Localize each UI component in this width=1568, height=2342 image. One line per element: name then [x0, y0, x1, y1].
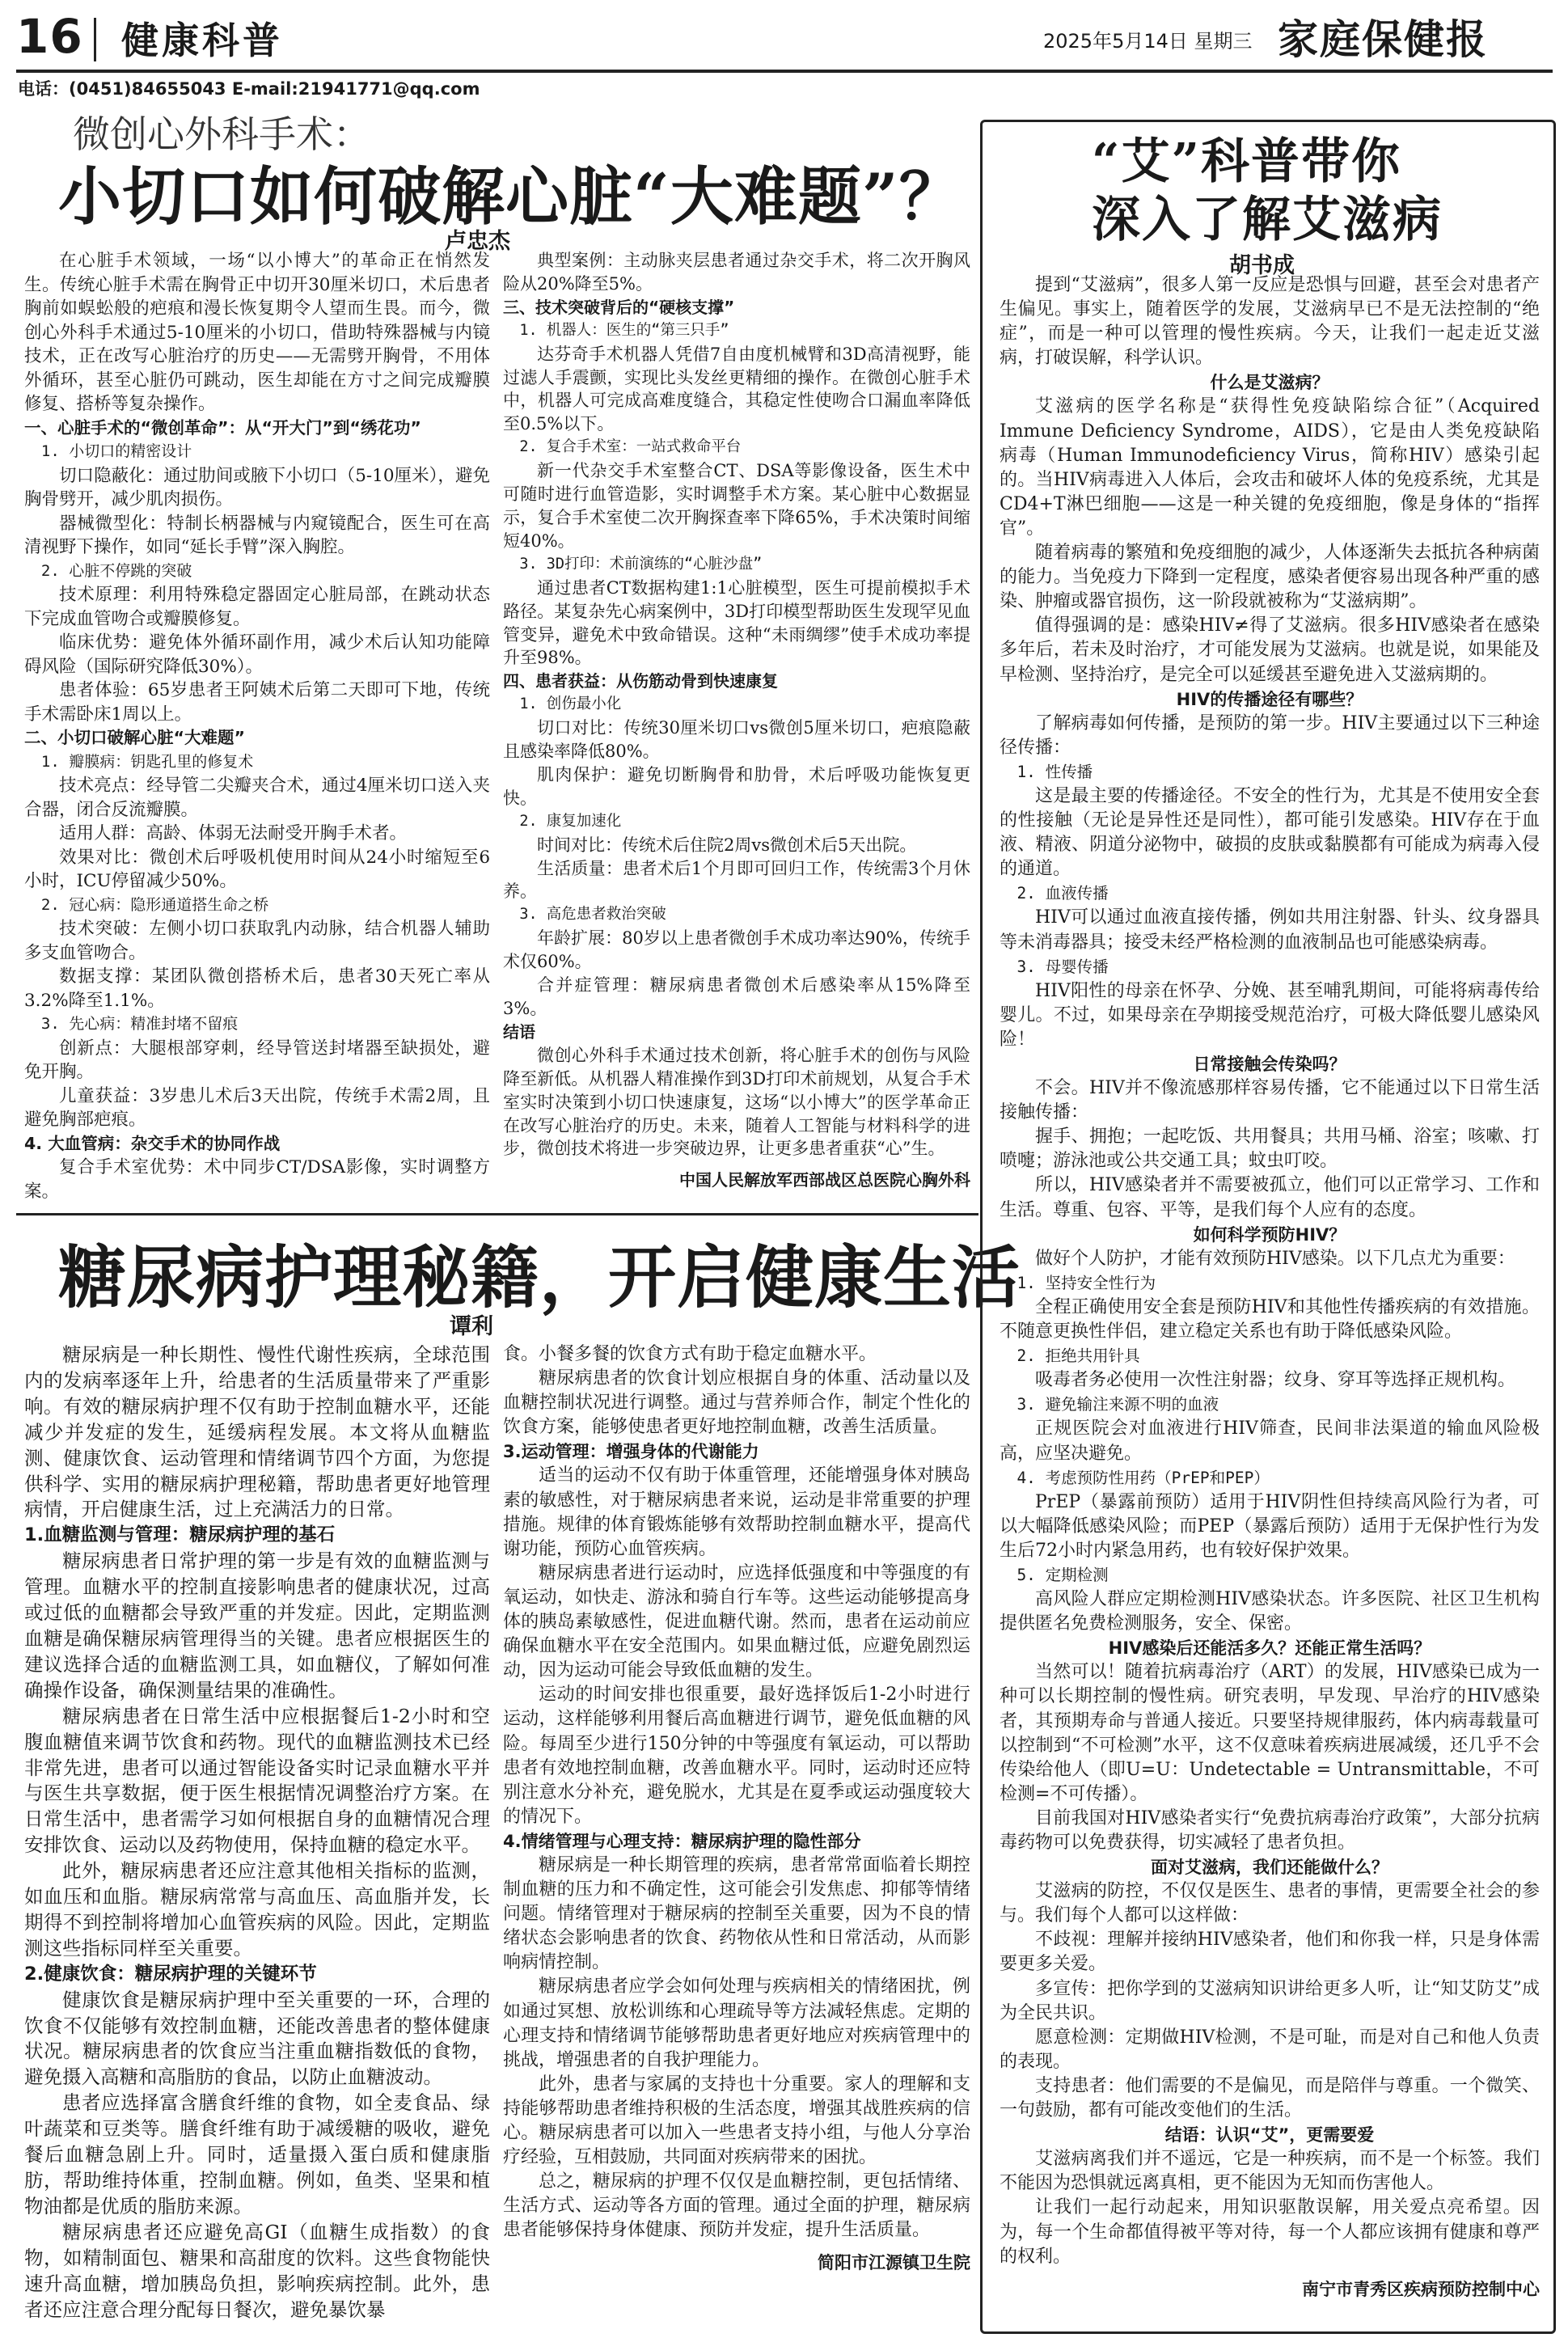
issue-date: 2025年5月14日 星期三 [1043, 30, 1253, 53]
paragraph: 典型案例：主动脉夹层患者通过杂交手术，将二次开胸风险从20%降至5%。 [503, 251, 970, 294]
affiliation: 简阳市江源镇卫生院 [818, 2253, 970, 2273]
article3-body [1000, 273, 1540, 2327]
paragraph: 在心脏手术领域，一场“以小博大”的革命正在悄然发生。传统心脏手术需在胸骨正中切开30厘米切口，术后患者胸前如蜈蚣般的疤痕和漫长恢复期令人望而生畏。而今，微创心外科手术通过5-10厘米的小切口，借助特殊器械与内镜技术，正在改写心脏治疗的历史——无需劈开胸骨，不用体外循环，甚至心脏仍可跳动，医生却能在方寸之间完成瓣膜修复、搭桥等复杂操作。 [24, 251, 490, 414]
paragraph: 糖尿病是一种长期管理的疾病，患者常常面临着长期控制血糖的压力和不确定性，这可能会引发焦虑、抑郁等情绪问题。情绪管理对于糖尿病的控制至关重要，因为不良的情绪状态会影响患者的饮食、药物依从性和日常活动，从而影响病情控制。 [503, 1854, 970, 1973]
paragraph: 目前我国对HIV感染者实行“免费抗病毒治疗政策”，大部分抗病毒药物可以免费获得，切实减轻了患者负担。 [1000, 1807, 1540, 1853]
paragraph: 合并症管理：糖尿病患者微创术后感染率从15%降至3%。 [503, 975, 970, 1018]
paragraph: 年龄扩展：80岁以上患者微创手术成功率达90%，传统手术仅60%。 [503, 928, 970, 972]
paragraph: 糖尿病患者应学会如何处理与疾病相关的情绪困扰，例如通过冥想、放松训练和心理疏导等方法减轻焦虑。定期的心理支持和情绪调节能够帮助患者更好地应对疾病管理中的挑战，增强患者的自我护理能力。 [503, 1976, 970, 2070]
article2-author: 谭利 [450, 1314, 493, 1339]
subheading: 1. 创伤最小化 [519, 695, 622, 713]
subheading: 1. 机器人：医生的“第三只手” [519, 321, 729, 339]
paragraph: 创新点：大腿根部穿刺，经导管送封堵器至缺损处，避免开胸。 [24, 1038, 490, 1082]
article1-kicker: 微创心外科手术： [73, 112, 370, 156]
article2-column-1 [24, 1342, 490, 2334]
paragraph: 切口对比：传统30厘米切口vs微创5厘米切口，疤痕隐蔽且感染率降低80%。 [503, 718, 970, 762]
paragraph: 艾滋病离我们并不遥远，它是一种疾病，而不是一个标签。我们不能因为恐惧就远离真相，更不能因为无知而伤害他人。 [1000, 2149, 1540, 2194]
centered-heading: 日常接触会传染吗？ [1193, 1055, 1346, 1074]
section-heading: 一、心脏手术的“微创革命”：从“开大门”到“绣花功” [24, 417, 421, 438]
paragraph: 数据支撑：某团队微创搭桥术后，患者30天死亡率从3.2%降至1.1%。 [24, 966, 490, 1011]
section-heading: 三、技术突破背后的“硬核支撑” [503, 297, 735, 317]
paragraph: 艾滋病的医学名称是“获得性免疫缺陷综合征”（Acquired Immune Deficiency Syndrome，AIDS），它是由人类免疫缺陷病毒（Human Immunodeficiency Virus，简称HIV）感染引起的。当HIV病毒进入人体后，会攻击和破坏人体的免疫系统，尤其是CD4+T淋巴细胞——这是一种关键的免疫细胞，像是身体的“指挥官”。 [1000, 396, 1540, 539]
subheading: 2. 康复加速化 [519, 812, 622, 830]
subheading: 2. 血液传播 [1016, 884, 1109, 903]
section-heading: 3.运动管理：增强身体的代谢能力 [503, 1442, 759, 1462]
paragraph: 全程正确使用安全套是预防HIV和其他性传播疾病的有效措施。不随意更换性伴侣，建立稳定关系也有助于降低感染风险。 [1000, 1296, 1540, 1342]
article1-column-1 [24, 249, 490, 1203]
paragraph: 不歧视：理解并接纳HIV感染者，他们和你我一样，只是身体需要更多关爱。 [1000, 1930, 1540, 1975]
masthead-rule [16, 70, 1553, 73]
masthead-divider [94, 18, 96, 61]
paragraph: 愿意检测：定期做HIV检测，不是可耻，而是对自己和他人负责的表现。 [1000, 2027, 1540, 2072]
paragraph: 糖尿病患者进行运动时，应选择低强度和中等强度的有氧运动，如快走、游泳和骑自行车等。这些运动能够提高身体的胰岛素敏感性，促进血糖代谢。然而，患者在运动前应确保血糖水平在安全范围内。如果血糖过低，应避免剧烈运动，因为运动可能会导致低血糖的发生。 [503, 1562, 970, 1681]
paragraph: 患者体验：65岁患者王阿姨术后第二天即可下地，传统手术需卧床1周以上。 [24, 680, 490, 725]
subheading: 3. 避免输注来源不明的血液 [1016, 1395, 1219, 1414]
subheading: 1. 小切口的精密设计 [40, 442, 192, 460]
paragraph: 适用人群：高龄、体弱无法耐受开胸手术者。 [59, 823, 408, 843]
paragraph: HIV可以通过血液直接传播，例如共用注射器、针头、纹身器具等未消毒器具；接受未经严格检测的血液制品也可能感染病毒。 [1000, 907, 1540, 953]
paragraph: 当然可以！随着抗病毒治疗（ART）的发展，HIV感染已成为一种可以长期控制的慢性病。研究表明，早发现、早治疗的HIV感染者，其预期寿命与普通人接近。只要坚持规律服药，体内病毒载量可以控制到“不可检测”水平，这不仅意味着疾病进展减缓，还几乎不会传染给他人（即U=U：Undetectable = Untransmittable，不可检测=不可传播）。 [1000, 1662, 1540, 1804]
paragraph: 高风险人群应定期检测HIV感染状态。许多医院、社区卫生机构提供匿名免费检测服务，安全、保密。 [1000, 1589, 1540, 1634]
page-number: 16 [16, 9, 83, 64]
paragraph: 患者应选择富含膳食纤维的食物，如全麦食品、绿叶蔬菜和豆类等。膳食纤维有助于减缓糖的吸收，避免餐后血糖急剧上升。同时，适量摄入蛋白质和健康脂肪，帮助维持体重，控制血糖。例如，鱼类、坚果和植物油都是优质的脂肪来源。 [24, 2091, 490, 2217]
paragraph: 糖尿病患者在日常生活中应根据餐后1-2小时和空腹血糖值来调节饮食和药物。现代的血糖监测技术已经非常先进，患者可以通过智能设备实时记录血糖水平并与医生共享数据，便于医生根据情况调整治疗方案。在日常生活中，患者需学习如何根据自身的血糖情况合理安排饮食、运动以及药物使用，保持血糖的稳定水平。 [24, 1704, 490, 1857]
subheading: 2. 复合手术室：一站式救命平台 [519, 438, 742, 456]
paragraph: 糖尿病患者还应避免高GI（血糖生成指数）的食物，如精制面包、糖果和高甜度的饮料。这些食物能快速升高血糖，增加胰岛负担，影响疾病控制。此外，患者还应注意合理分配每日餐次，避免暴饮暴 [24, 2220, 490, 2321]
paragraph: 握手、拥抱；一起吃饭、共用餐具；共用马桶、浴室；咳嗽、打喷嚏；游泳池或公共交通工具；蚊虫叮咬。 [1000, 1127, 1540, 1172]
paragraph: 不会。HIV并不像流感那样容易传播，它不能通过以下日常生活接触传播： [1000, 1078, 1540, 1123]
subheading: 1. 性传播 [1016, 762, 1093, 781]
affiliation: 中国人民解放军西部战区总医院心胸外科 [679, 1170, 970, 1190]
paragraph: 随着病毒的繁殖和免疫细胞的减少，人体逐渐失去抵抗各种病菌的能力。当免疫力下降到一定程度，感染者便容易出现各种严重的感染、肿瘤或器官损伤，这一阶段就被称为“艾滋病期”。 [1000, 543, 1540, 612]
paragraph: 新一代杂交手术室整合CT、DSA等影像设备，医生术中可随时进行血管造影，实时调整手术方案。某心脏中心数据显示，复合手术室使二次开胸探查率下降65%，手术决策时间缩短40%。 [503, 461, 970, 551]
paragraph: 生活质量：患者术后1个月即可回归工作，传统需3个月休养。 [503, 858, 970, 902]
subheading: 3. 先心病：精准封堵不留痕 [40, 1015, 239, 1033]
subheading: 3. 3D打印：术前演练的“心脏沙盘” [519, 555, 763, 573]
paragraph: 支持患者：他们需要的不是偏见，而是陪伴与尊重。一个微笑、一句鼓励，都有可能改变他们的生活。 [1000, 2075, 1540, 2121]
paragraph: 艾滋病的防控，不仅仅是医生、患者的事情，更需要全社会的参与。我们每个人都可以这样做： [1000, 1881, 1540, 1926]
paragraph: 微创心外科手术通过技术创新，将心脏手术的创伤与风险降至新低。从机器人精准操作到3D打印术前规划，从复合手术室实时决策到小切口快速康复，这场“以小博大”的医学革命正在改写心脏治疗的历史。未来，随着人工智能与材料科学的进步，微创技术将进一步突破边界，让更多患者重获“心”生。 [503, 1045, 970, 1159]
centered-heading: 面对艾滋病，我们还能做什么？ [1151, 1858, 1388, 1878]
subheading: 1. 瓣膜病：钥匙孔里的修复术 [40, 752, 254, 771]
paragraph: 儿童获益：3岁患儿术后3天出院，传统手术需2周，且避免胸部疤痕。 [24, 1085, 490, 1130]
subheading: 5. 定期检测 [1016, 1565, 1109, 1584]
paragraph: 技术亮点：经导管二尖瓣夹合术，通过4厘米切口送入夹合器，闭合反流瓣膜。 [24, 776, 490, 820]
paragraph: 吸毒者务必使用一次性注射器；纹身、穿耳等选择正规机构。 [1035, 1370, 1516, 1391]
article1-bottom-rule [16, 1213, 978, 1215]
section-heading: 1.血糖监测与管理：糖尿病护理的基石 [24, 1524, 336, 1546]
paragraph: 正规医院会对血液进行HIV筛查，民间非法渠道的输血风险极高，应坚决避免。 [1000, 1418, 1540, 1464]
subheading: 2. 拒绝共用针具 [1016, 1346, 1140, 1366]
section-heading: 四、患者获益：从伤筋动骨到快速康复 [503, 671, 778, 691]
contact-info: 电话：(0451)84655043 E-mail:21941771@qq.com [18, 79, 480, 99]
subheading: 2. 心脏不停跳的突破 [40, 561, 192, 580]
section-title: 健康科普 [121, 19, 283, 62]
paragraph: 糖尿病患者日常护理的第一步是有效的血糖监测与管理。血糖水平的控制直接影响患者的健康状况，过高或过低的血糖都会导致严重的并发症。因此，定期监测血糖是确保糖尿病管理得当的关键。患者应根据医生的建议选择合适的血糖监测工具，如血糖仪，了解如何准确操作设备，确保测量结果的准确性。 [24, 1549, 490, 1702]
article1-title: 小切口如何破解心脏“大难题”？ [58, 160, 963, 234]
section-heading: 4. 大血管病：杂交手术的协同作战 [24, 1133, 281, 1153]
paragraph: 切口隐蔽化：通过肋间或腋下小切口（5-10厘米），避免胸骨劈开，减少肌肉损伤。 [24, 465, 490, 509]
paragraph: 所以，HIV感染者并不需要被孤立，他们可以正常学习、工作和生活。尊重、包容、平等，是我们每个人应有的态度。 [1000, 1175, 1540, 1220]
paragraph: 时间对比：传统术后住院2周vs微创术后5天出院。 [537, 835, 917, 855]
subheading: 4. 考虑预防性用药（PrEP和PEP） [1016, 1468, 1270, 1487]
paragraph: 总之，糖尿病的护理不仅仅是血糖控制，更包括情绪、生活方式、运动等各方面的管理。通过全面的护理，糖尿病患者能够保持身体健康、预防并发症，提升生活质量。 [503, 2171, 970, 2241]
paragraph: 临床优势：避免体外循环副作用，减少术后认知功能障碍风险（国际研究降低30%）。 [24, 632, 490, 677]
paragraph: 让我们一起行动起来，用知识驱散误解，用关爱点亮希望。因为，每一个生命都值得被平等对待，每一个人都应该拥有健康和尊严的权利。 [1000, 2197, 1540, 2267]
paragraph: 多宣传：把你学到的艾滋病知识讲给更多人听，让“知艾防艾”成为全民共识。 [1000, 1978, 1540, 2023]
section-heading: 4.情绪管理与心理支持：糖尿病护理的隐性部分 [503, 1831, 861, 1851]
paragraph: 做好个人防护，才能有效预防HIV感染。以下几点尤为重要： [1035, 1248, 1515, 1269]
paragraph: 效果对比：微创术后呼吸机使用时间从24小时缩短至6小时，ICU停留减少50%。 [24, 847, 490, 891]
subheading: 3. 母婴传播 [1016, 957, 1109, 976]
paragraph: 达芬奇手术机器人凭借7自由度机械臂和3D高清视野，能过滤人手震颤，实现比头发丝更精细的操作。在微创心脏手术中，机器人可完成高难度缝合，其稳定性使吻合口漏血率降低至0.5%以下。 [503, 344, 970, 434]
subheading: 2. 冠心病：隐形通道搭生命之桥 [40, 895, 269, 914]
paragraph: 糖尿病是一种长期性、慢性代谢性疾病，全球范围内的发病率逐年上升，给患者的生活质量带来了严重影响。有效的糖尿病护理不仅有助于控制血糖水平，还能减少并发症的发生，延缓病程发展。本文将从血糖监测、健康饮食、运动管理和情绪调节四个方面，为您提供科学、实用的糖尿病护理秘籍，帮助患者更好地管理病情，开启健康生活，过上充满活力的日常。 [24, 1343, 490, 1521]
section-heading: 二、小切口破解心脏“大难题” [24, 728, 245, 747]
paragraph: 值得强调的是：感染HIV≠得了艾滋病。很多HIV感染者在感染多年后，若未及时治疗，才可能发展为艾滋病。也就是说，如果能及早检测、坚持治疗，是完全可以延缓甚至避免进入艾滋病期的。 [1000, 615, 1540, 685]
subheading: 3. 高危患者救治突破 [519, 906, 666, 924]
paragraph: 糖尿病患者的饮食计划应根据自身的体重、活动量以及血糖控制状况进行调整。通过与营养师合作，制定个性化的饮食方案，能够使患者更好地控制血糖，改善生活质量。 [503, 1368, 970, 1438]
paragraph: 适当的运动不仅有助于体重管理，还能增强身体对胰岛素的敏感性，对于糖尿病患者来说，运动是非常重要的护理措施。规律的体育锻炼能够有效帮助控制血糖水平，提高代谢功能，预防心血管疾病。 [503, 1465, 970, 1559]
centered-heading: HIV感染后还能活多久？还能正常生活吗？ [1108, 1638, 1431, 1659]
article3-title-line2: 深入了解艾滋病 [1092, 192, 1443, 248]
paragraph: 复合手术室优势：术中同步CT/DSA影像，实时调整方案。 [24, 1157, 490, 1202]
centered-heading: 什么是艾滋病？ [1210, 373, 1329, 393]
paragraph: 健康饮食是糖尿病护理中至关重要的一环，合理的饮食不仅能够有效控制血糖，还能改善患者的整体健康状况。糖尿病患者的饮食应当注重血糖指数低的食物，避免摄入高糖和高脂肪的食品，以防止血糖波动。 [24, 1988, 490, 2089]
paragraph: 通过患者CT数据构建1:1心脏模型，医生可提前模拟手术路径。某复杂先心病案例中，3D打印模型帮助医生发现罕见血管变异，避免术中致命错误。这种“未雨绸缪”使手术成功率提升至98%。 [503, 577, 970, 668]
subheading: 1. 坚持安全性行为 [1016, 1273, 1156, 1292]
centered-heading: 结语：认识“艾”，更需要爱 [1164, 2125, 1375, 2145]
article2-column-2 [503, 1342, 970, 2334]
paragraph: HIV阳性的母亲在怀孕、分娩、甚至哺乳期间，可能将病毒传给婴儿。不过，如果母亲在孕期接受规范治疗，可极大降低婴儿感染风险！ [1000, 980, 1540, 1050]
article2-title: 糖尿病护理秘籍，开启健康生活 [58, 1237, 1021, 1317]
paragraph: 器械微型化：特制长柄器械与内窥镜配合，医生可在高清视野下操作，如同“延长手臂”深入胸腔。 [24, 513, 490, 557]
paragraph: 食。小餐多餐的饮食方式有助于稳定血糖水平。 [503, 1344, 877, 1364]
article1-author: 卢忠杰 [445, 229, 510, 254]
paragraph: PrEP（暴露前预防）适用于HIV阴性但持续高风险行为者，可以大幅降低感染风险；而PEP（暴露后预防）适用于无保护性行为发生后72小时内紧急用药，也有较好保护效果。 [1000, 1491, 1540, 1561]
paragraph: 运动的时间安排也很重要，最好选择饭后1-2小时进行运动，这样能够利用餐后高血糖进行调节，避免低血糖的风险。每周至少进行150分钟的中等强度有氧运动，可以帮助患者有效地控制血糖，改善血糖水平。同时，运动时还应特别注意水分补充，避免脱水，尤其是在夏季或运动强度较大的情况下。 [503, 1685, 970, 1827]
paragraph: 提到“艾滋病”，很多人第一反应是恐惧与回避，甚至会对患者产生偏见。事实上，随着医学的发展，艾滋病早已不是无法控制的“绝症”，而是一种可以管理的慢性疾病。今天，让我们一起走近艾滋病，打破误解，科学认识。 [1000, 275, 1540, 369]
paragraph: 此外，糖尿病患者还应注意其他相关指标的监测，如血压和血脂。糖尿病常常与高血压、高血脂并发，长期得不到控制将增加心血管疾病的风险。因此，定期监测这些指标同样至关重要。 [24, 1859, 490, 1959]
paragraph: 此外，患者与家属的支持也十分重要。家人的理解和支持能够帮助患者维持积极的生活态度，增强其战胜疾病的信心。糖尿病患者可以加入一些患者支持小组，与他人分享治疗经验，互相鼓励，共同面对疾病带来的困扰。 [503, 2074, 970, 2168]
paragraph: 肌肉保护：避免切断胸骨和肋骨，术后呼吸功能恢复更快。 [503, 764, 970, 808]
paragraph: 这是最主要的传播途径。不安全的性行为，尤其是不使用安全套的性接触（无论是异性还是同性），都可能引发感染。HIV存在于血液、精液、阴道分泌物中，破损的皮肤或黏膜都有可能成为病毒入侵的通道。 [1000, 785, 1540, 880]
centered-heading: 如何科学预防HIV？ [1193, 1224, 1346, 1245]
article3-title-line1: “艾”科普带你 [1092, 133, 1402, 190]
newspaper-name: 家庭保健报 [1278, 15, 1488, 63]
paragraph: 技术原理：利用特殊稳定器固定心脏局部，在跳动状态下完成血管吻合或瓣膜修复。 [24, 585, 490, 629]
paragraph: 技术突破：左侧小切口获取乳内动脉，结合机器人辅助多支血管吻合。 [24, 919, 490, 963]
section-heading: 结语 [503, 1021, 535, 1042]
section-heading: 2.健康饮食：糖尿病护理的关键环节 [24, 1963, 317, 1985]
affiliation: 南宁市青秀区疾病预防控制中心 [1302, 2279, 1540, 2299]
centered-heading: HIV的传播途径有哪些？ [1176, 689, 1363, 709]
article3-author: 胡书成 [1229, 253, 1295, 278]
article1-column-2 [503, 249, 970, 1203]
paragraph: 了解病毒如何传播，是预防的第一步。HIV主要通过以下三种途径传播： [1000, 712, 1540, 758]
